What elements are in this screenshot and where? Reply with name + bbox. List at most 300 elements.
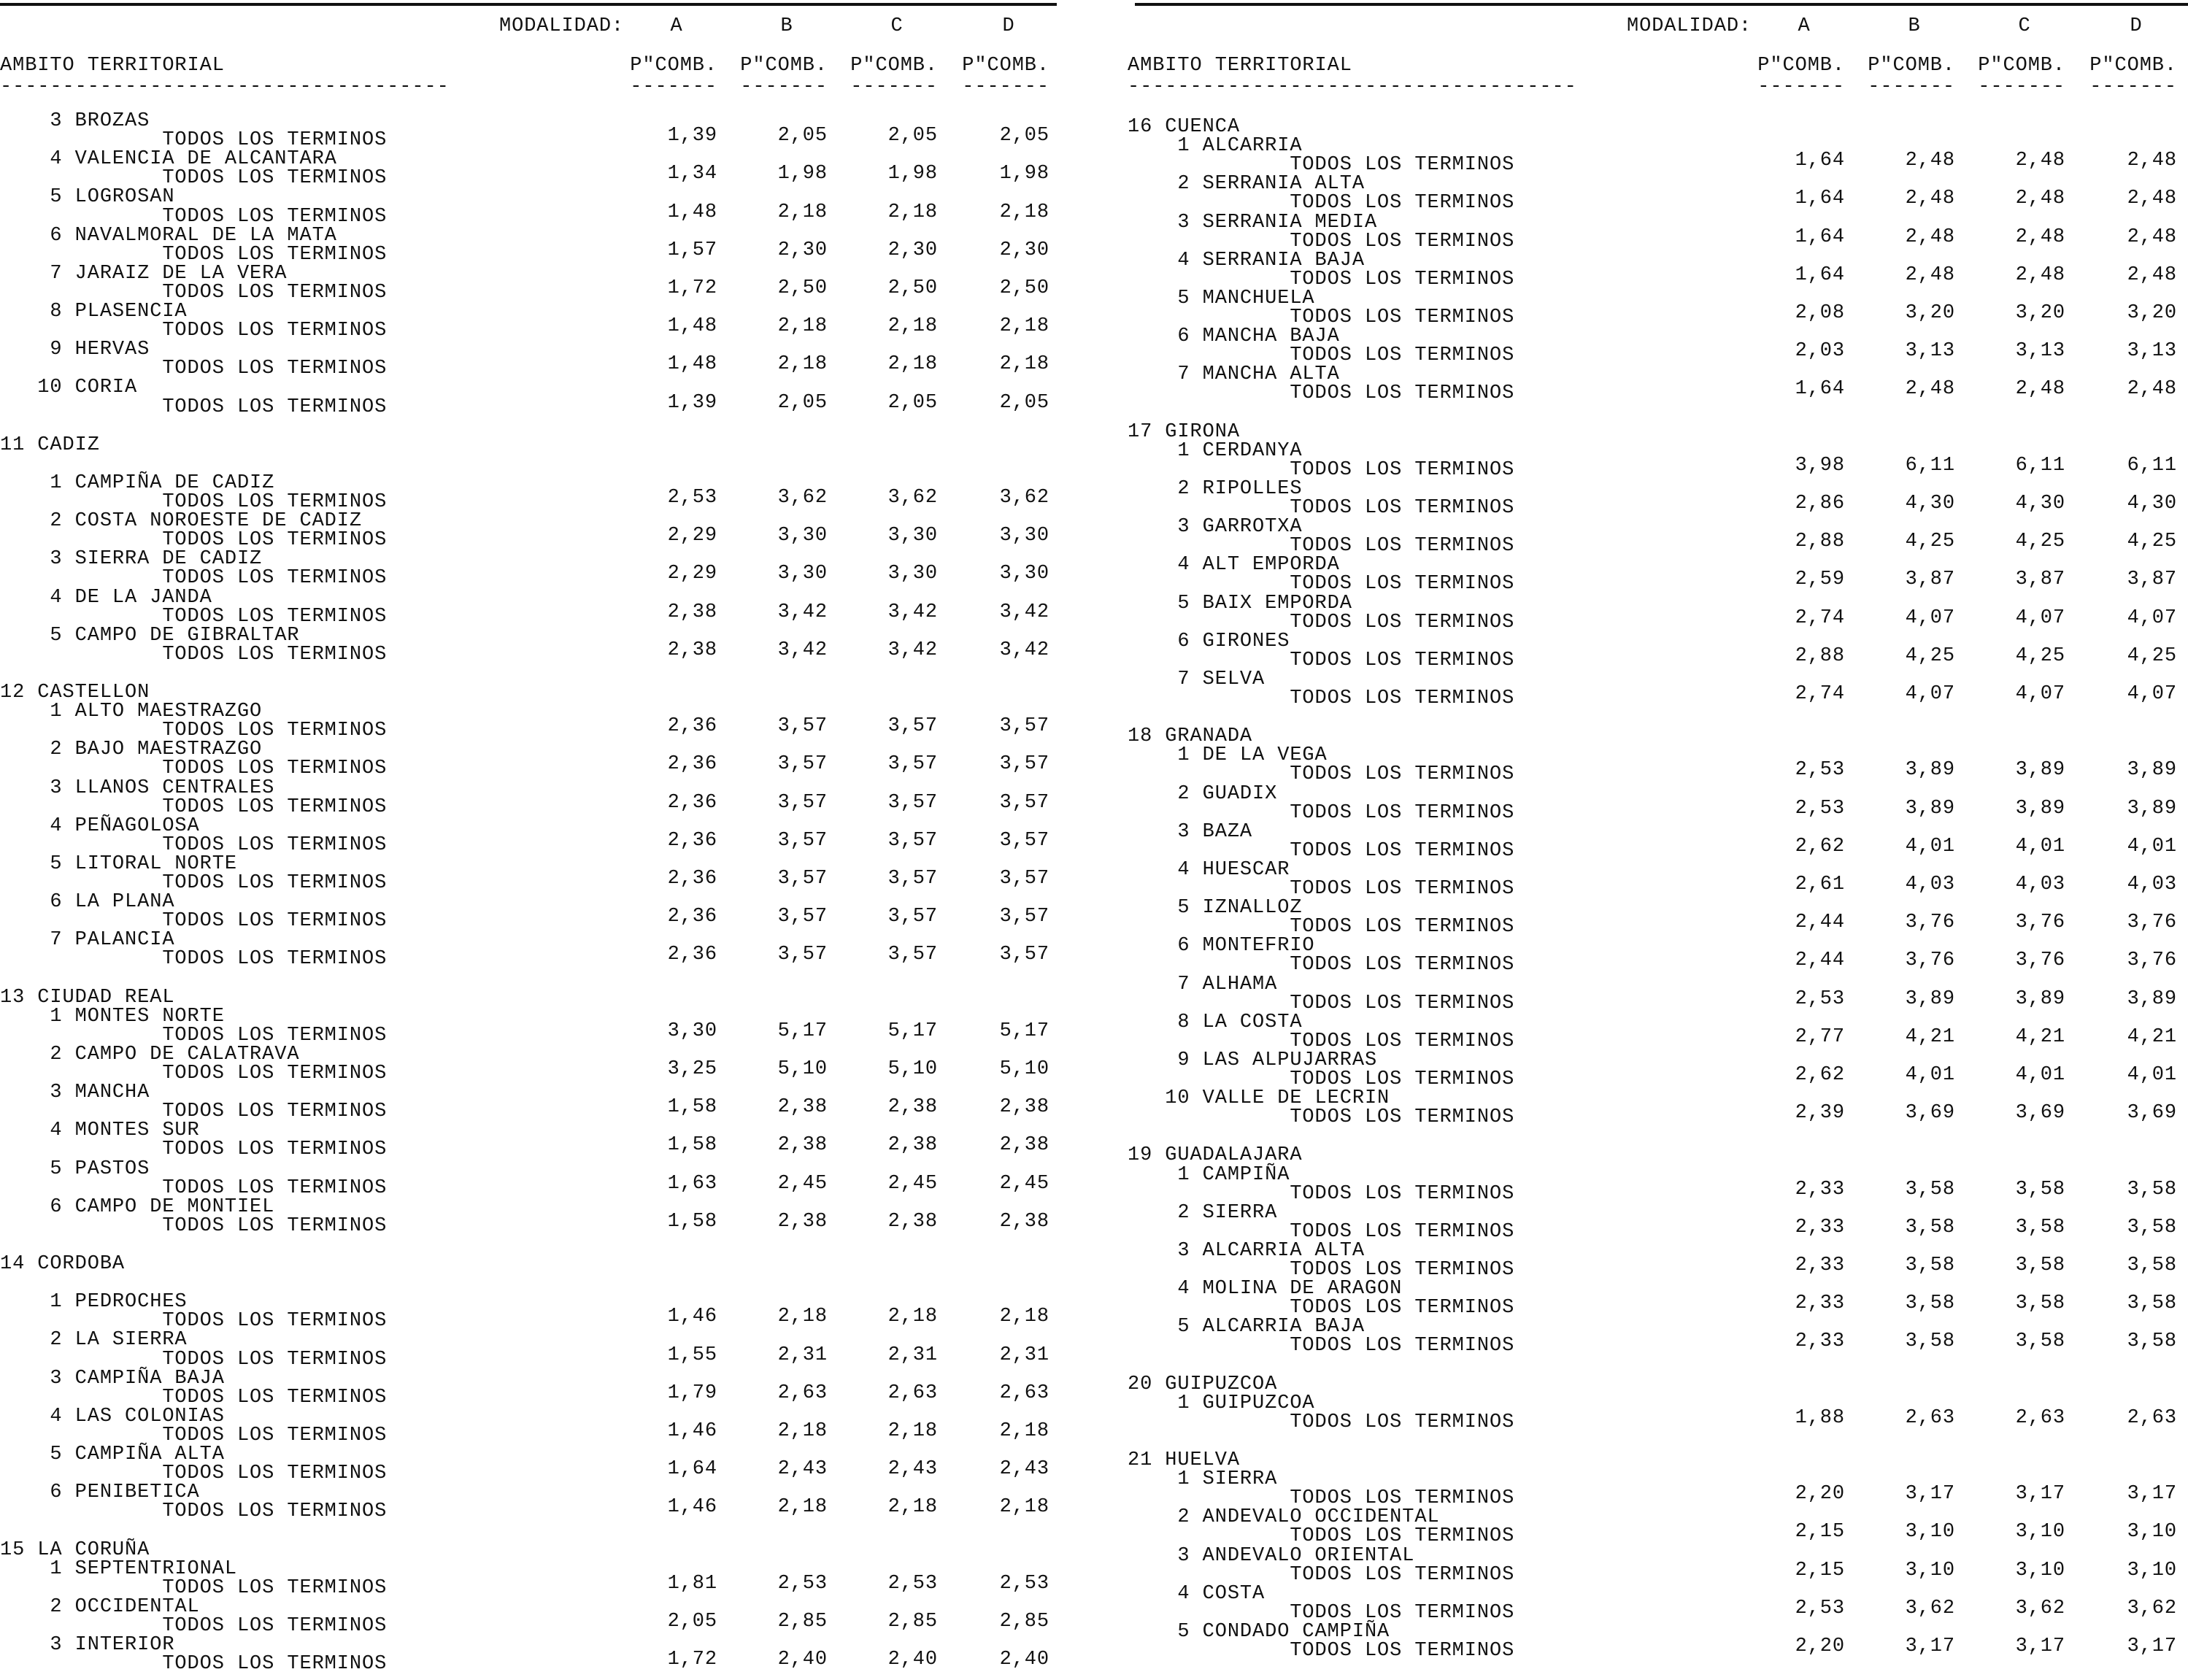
- district-name: 5 LOGROSAN: [0, 186, 175, 209]
- district-name: 4 DE LA JANDA: [0, 586, 212, 609]
- value-a: 2,36: [667, 753, 717, 776]
- value-c: 3,57: [887, 906, 938, 928]
- district-name: 4 LAS COLONIAS: [0, 1405, 225, 1427]
- todos-los-terminos-label: TODOS LOS TERMINOS: [0, 205, 388, 228]
- value-b: 2,05: [777, 125, 828, 147]
- district-name: 5 MANCHUELA: [1128, 287, 1315, 309]
- value-b: 3,42: [777, 601, 828, 623]
- value-a: 2,62: [1795, 835, 1845, 858]
- value-d: 2,18: [999, 1306, 1049, 1328]
- todos-los-terminos-label: TODOS LOS TERMINOS: [1128, 154, 1515, 177]
- value-b: 4,07: [1905, 683, 1955, 705]
- district-name: 5 PASTOS: [0, 1157, 150, 1180]
- district-name: 5 BAIX EMPORDA: [1128, 592, 1352, 614]
- value-b: 2,30: [777, 239, 828, 261]
- value-d: 3,58: [2127, 1178, 2177, 1201]
- value-c: 3,20: [2015, 302, 2065, 324]
- column-underline: -------: [1757, 76, 1845, 98]
- todos-los-terminos-label: TODOS LOS TERMINOS: [1128, 878, 1515, 900]
- todos-los-terminos-label: TODOS LOS TERMINOS: [0, 605, 388, 628]
- todos-los-terminos-label: TODOS LOS TERMINOS: [0, 529, 388, 552]
- value-a: 2,38: [667, 601, 717, 623]
- todos-los-terminos-label: TODOS LOS TERMINOS: [0, 1386, 388, 1409]
- value-a: 1,72: [667, 1649, 717, 1671]
- value-b: 4,01: [1905, 1064, 1955, 1086]
- todos-los-terminos-label: TODOS LOS TERMINOS: [1128, 992, 1515, 1014]
- value-d: 3,57: [999, 944, 1049, 966]
- value-b: 4,25: [1905, 644, 1955, 667]
- value-c: 2,48: [2015, 378, 2065, 401]
- province-header: 13 CIUDAD REAL: [0, 986, 175, 1009]
- value-c: 2,18: [887, 201, 938, 223]
- value-d: 2,05: [999, 391, 1049, 414]
- district-name: 4 MOLINA DE ARAGON: [1128, 1278, 1403, 1301]
- value-b: 2,48: [1905, 188, 1955, 210]
- todos-los-terminos-label: TODOS LOS TERMINOS: [0, 1063, 388, 1084]
- value-c: 4,07: [2015, 606, 2065, 629]
- province-header: 12 CASTELLON: [0, 682, 150, 704]
- value-a: 2,33: [1795, 1178, 1845, 1201]
- value-b: 4,03: [1905, 874, 1955, 895]
- value-a: 1,39: [667, 125, 717, 147]
- district-name: 4 SERRANIA BAJA: [1128, 249, 1365, 271]
- value-a: 3,98: [1795, 454, 1845, 477]
- province-header: 17 GIRONA: [1128, 420, 1240, 443]
- value-d: 2,53: [999, 1572, 1049, 1595]
- district-name: 1 PEDROCHES: [0, 1291, 188, 1314]
- district-name: 1 MONTES NORTE: [0, 1005, 225, 1028]
- value-c: 2,18: [887, 1419, 938, 1442]
- value-c: 2,48: [2015, 226, 2065, 248]
- value-b: 3,87: [1905, 569, 1955, 591]
- value-b: 2,18: [777, 315, 828, 338]
- value-d: 4,30: [2127, 493, 2177, 515]
- column-header-c: P"COMB.: [1978, 55, 2065, 77]
- value-a: 1,88: [1795, 1406, 1845, 1429]
- value-d: 3,58: [2127, 1292, 2177, 1315]
- todos-los-terminos-label: TODOS LOS TERMINOS: [1128, 801, 1515, 824]
- todos-los-terminos-label: TODOS LOS TERMINOS: [1128, 1182, 1515, 1205]
- value-a: 2,53: [1795, 759, 1845, 782]
- value-d: 2,48: [2127, 226, 2177, 248]
- value-d: 2,48: [2127, 188, 2177, 210]
- value-c: 3,57: [887, 868, 938, 890]
- value-a: 2,44: [1795, 949, 1845, 972]
- value-b: 3,57: [777, 791, 828, 814]
- district-name: 1 SIERRA: [1128, 1468, 1278, 1491]
- value-d: 3,62: [2127, 1597, 2177, 1619]
- value-d: 3,57: [999, 791, 1049, 814]
- value-a: 2,44: [1795, 912, 1845, 934]
- value-d: 2,48: [2127, 378, 2177, 401]
- value-d: 2,38: [999, 1210, 1049, 1233]
- todos-los-terminos-label: TODOS LOS TERMINOS: [0, 320, 388, 342]
- province-header: 21 HUELVA: [1128, 1449, 1240, 1471]
- value-b: 2,48: [1905, 378, 1955, 401]
- value-c: 3,76: [2015, 949, 2065, 972]
- value-c: 3,89: [2015, 797, 2065, 820]
- value-c: 2,38: [887, 1096, 938, 1119]
- value-c: 3,30: [887, 563, 938, 585]
- value-a: 1,48: [667, 353, 717, 376]
- value-a: 1,46: [667, 1419, 717, 1442]
- district-name: 4 PEÑAGOLOSA: [0, 814, 200, 837]
- district-name: 2 RIPOLLES: [1128, 477, 1303, 500]
- district-name: 4 MONTES SUR: [0, 1120, 200, 1142]
- district-name: 10 VALLE DE LECRIN: [1128, 1087, 1390, 1110]
- value-d: 2,85: [999, 1610, 1049, 1633]
- value-a: 2,36: [667, 906, 717, 928]
- province-header: 14 CORDOBA: [0, 1253, 126, 1275]
- value-b: 3,13: [1905, 340, 1955, 363]
- column-header-a: P"COMB.: [630, 55, 717, 77]
- district-name: 4 HUESCAR: [1128, 858, 1290, 881]
- column-underline: -------: [2089, 76, 2177, 98]
- district-name: 6 NAVALMORAL DE LA MATA: [0, 224, 337, 247]
- value-b: 3,57: [777, 715, 828, 738]
- value-a: 2,29: [667, 525, 717, 547]
- value-d: 3,42: [999, 639, 1049, 661]
- todos-los-terminos-label: TODOS LOS TERMINOS: [0, 1101, 388, 1123]
- district-name: 1 CERDANYA: [1128, 439, 1303, 462]
- value-d: 3,58: [2127, 1330, 2177, 1353]
- todos-los-terminos-label: TODOS LOS TERMINOS: [0, 1463, 388, 1485]
- value-c: 2,50: [887, 277, 938, 299]
- value-d: 2,31: [999, 1344, 1049, 1366]
- column-header-c: P"COMB.: [850, 55, 938, 77]
- value-c: 3,57: [887, 791, 938, 814]
- value-a: 2,33: [1795, 1255, 1845, 1276]
- value-d: 3,30: [999, 563, 1049, 585]
- district-name: 2 BAJO MAESTRAZGO: [0, 739, 263, 761]
- value-b: 3,58: [1905, 1255, 1955, 1276]
- todos-los-terminos-label: TODOS LOS TERMINOS: [1128, 1563, 1515, 1586]
- district-name: 1 CAMPIÑA DE CADIZ: [0, 471, 275, 494]
- value-b: 4,01: [1905, 835, 1955, 858]
- district-name: 1 ALTO MAESTRAZGO: [0, 701, 263, 723]
- value-d: 2,63: [2127, 1406, 2177, 1429]
- value-d: 3,17: [2127, 1483, 2177, 1506]
- todos-los-terminos-label: TODOS LOS TERMINOS: [1128, 1411, 1515, 1433]
- value-a: 2,86: [1795, 493, 1845, 515]
- value-a: 2,36: [667, 944, 717, 966]
- value-d: 3,57: [999, 829, 1049, 852]
- value-c: 5,17: [887, 1020, 938, 1042]
- column-underline: -------: [1978, 76, 2065, 98]
- value-c: 3,58: [2015, 1330, 2065, 1353]
- value-a: 1,57: [667, 239, 717, 261]
- value-a: 2,53: [1795, 987, 1845, 1010]
- value-b: 2,05: [777, 391, 828, 414]
- district-name: 2 ANDEVALO OCCIDENTAL: [1128, 1506, 1440, 1529]
- value-a: 2,88: [1795, 531, 1845, 553]
- modalidad-d: D: [1002, 15, 1015, 37]
- todos-los-terminos-label: TODOS LOS TERMINOS: [0, 833, 388, 856]
- district-name: 1 CAMPIÑA: [1128, 1163, 1290, 1186]
- value-b: 3,30: [777, 525, 828, 547]
- value-d: 2,63: [999, 1382, 1049, 1404]
- value-a: 1,64: [667, 1458, 717, 1481]
- value-a: 1,72: [667, 277, 717, 299]
- value-c: 2,38: [887, 1134, 938, 1157]
- todos-los-terminos-label: TODOS LOS TERMINOS: [1128, 1106, 1515, 1129]
- value-a: 2,77: [1795, 1025, 1845, 1048]
- district-name: 6 MONTEFRIO: [1128, 935, 1315, 957]
- todos-los-terminos-label: TODOS LOS TERMINOS: [0, 491, 388, 513]
- todos-los-terminos-label: TODOS LOS TERMINOS: [0, 1214, 388, 1237]
- district-name: 3 BAZA: [1128, 820, 1253, 843]
- value-d: 6,11: [2127, 454, 2177, 477]
- value-b: 4,30: [1905, 493, 1955, 515]
- value-c: 3,17: [2015, 1483, 2065, 1506]
- district-name: 5 LITORAL NORTE: [0, 852, 237, 875]
- value-a: 2,62: [1795, 1064, 1845, 1086]
- province-header: 20 GUIPUZCOA: [1128, 1373, 1278, 1395]
- value-d: 4,07: [2127, 683, 2177, 705]
- district-name: 6 MANCHA BAJA: [1128, 325, 1340, 348]
- district-name: 3 ALCARRIA ALTA: [1128, 1239, 1365, 1262]
- value-d: 3,89: [2127, 797, 2177, 820]
- value-d: 2,18: [999, 315, 1049, 338]
- todos-los-terminos-label: TODOS LOS TERMINOS: [1128, 839, 1515, 862]
- province-header: 11 CADIZ: [0, 434, 100, 456]
- value-d: 3,87: [2127, 569, 2177, 591]
- value-d: 4,25: [2127, 644, 2177, 667]
- value-a: 2,39: [1795, 1102, 1845, 1125]
- value-c: 3,76: [2015, 912, 2065, 934]
- todos-los-terminos-label: TODOS LOS TERMINOS: [0, 567, 388, 590]
- modalidad-label: MODALIDAD:: [499, 15, 625, 37]
- value-a: 1,48: [667, 201, 717, 223]
- todos-los-terminos-label: TODOS LOS TERMINOS: [1128, 1030, 1515, 1052]
- value-b: 2,85: [777, 1610, 828, 1633]
- value-d: 3,20: [2127, 302, 2177, 324]
- value-a: 2,53: [1795, 797, 1845, 820]
- column-header-b: P"COMB.: [1868, 55, 1955, 77]
- todos-los-terminos-label: TODOS LOS TERMINOS: [0, 758, 388, 780]
- value-a: 2,38: [667, 639, 717, 661]
- value-b: 3,62: [777, 487, 828, 509]
- district-name: 7 MANCHA ALTA: [1128, 363, 1340, 386]
- value-c: 3,57: [887, 829, 938, 852]
- district-name: 4 VALENCIA DE ALCANTARA: [0, 148, 337, 171]
- district-name: 7 ALHAMA: [1128, 973, 1278, 995]
- value-c: 4,01: [2015, 1064, 2065, 1086]
- district-name: 5 CAMPO DE GIBRALTAR: [0, 624, 300, 647]
- modalidad-b: B: [780, 15, 793, 37]
- column-header-a: P"COMB.: [1757, 55, 1845, 77]
- district-name: 3 ANDEVALO ORIENTAL: [1128, 1544, 1415, 1567]
- todos-los-terminos-label: TODOS LOS TERMINOS: [1128, 649, 1515, 671]
- todos-los-terminos-label: TODOS LOS TERMINOS: [1128, 497, 1515, 519]
- value-c: 3,58: [2015, 1178, 2065, 1201]
- value-d: 2,18: [999, 1419, 1049, 1442]
- value-d: 4,01: [2127, 835, 2177, 858]
- todos-los-terminos-label: TODOS LOS TERMINOS: [1128, 1487, 1515, 1510]
- value-d: 3,57: [999, 715, 1049, 738]
- value-b: 3,89: [1905, 759, 1955, 782]
- value-c: 4,03: [2015, 874, 2065, 895]
- value-b: 3,30: [777, 563, 828, 585]
- todos-los-terminos-label: TODOS LOS TERMINOS: [1128, 344, 1515, 367]
- left-table-column: [0, 0, 1058, 1680]
- value-d: 3,76: [2127, 912, 2177, 934]
- value-b: 3,58: [1905, 1292, 1955, 1315]
- district-name: 9 LAS ALPUJARRAS: [1128, 1049, 1378, 1071]
- value-d: 2,48: [2127, 263, 2177, 286]
- value-a: 1,58: [667, 1096, 717, 1119]
- value-d: 2,48: [2127, 150, 2177, 172]
- value-b: 5,10: [777, 1058, 828, 1080]
- value-b: 3,76: [1905, 912, 1955, 934]
- value-a: 2,29: [667, 563, 717, 585]
- district-name: 3 BROZAS: [0, 110, 150, 132]
- todos-los-terminos-label: TODOS LOS TERMINOS: [0, 948, 388, 971]
- district-name: 2 SERRANIA ALTA: [1128, 173, 1365, 196]
- modalidad-label: MODALIDAD:: [1627, 15, 1752, 37]
- todos-los-terminos-label: TODOS LOS TERMINOS: [0, 167, 388, 190]
- value-c: 2,18: [887, 353, 938, 376]
- value-a: 1,64: [1795, 188, 1845, 210]
- value-b: 3,89: [1905, 987, 1955, 1010]
- value-c: 3,30: [887, 525, 938, 547]
- value-c: 2,05: [887, 391, 938, 414]
- value-c: 3,57: [887, 753, 938, 776]
- column-underline: -------: [962, 76, 1049, 98]
- value-b: 3,76: [1905, 949, 1955, 972]
- value-a: 2,88: [1795, 644, 1845, 667]
- value-c: 3,10: [2015, 1521, 2065, 1544]
- value-a: 1,39: [667, 391, 717, 414]
- value-a: 2,20: [1795, 1635, 1845, 1657]
- ambito-territorial-header: AMBITO TERRITORIAL: [0, 55, 225, 77]
- value-a: 2,15: [1795, 1559, 1845, 1581]
- value-c: 4,07: [2015, 683, 2065, 705]
- district-name: 1 SEPTENTRIONAL: [0, 1557, 237, 1580]
- modalidad-a: A: [670, 15, 683, 37]
- todos-los-terminos-label: TODOS LOS TERMINOS: [1128, 954, 1515, 976]
- value-b: 3,57: [777, 753, 828, 776]
- district-name: 3 SERRANIA MEDIA: [1128, 211, 1378, 234]
- value-c: 2,40: [887, 1649, 938, 1671]
- value-d: 4,03: [2127, 874, 2177, 895]
- value-a: 1,58: [667, 1210, 717, 1233]
- value-c: 3,10: [2015, 1559, 2065, 1581]
- value-d: 2,18: [999, 353, 1049, 376]
- value-c: 3,58: [2015, 1255, 2065, 1276]
- value-c: 2,85: [887, 1610, 938, 1633]
- district-name: 3 GARROTXA: [1128, 516, 1303, 539]
- todos-los-terminos-label: TODOS LOS TERMINOS: [0, 643, 388, 666]
- value-b: 3,17: [1905, 1483, 1955, 1506]
- todos-los-terminos-label: TODOS LOS TERMINOS: [1128, 307, 1515, 328]
- district-name: 1 GUIPUZCOA: [1128, 1392, 1315, 1414]
- todos-los-terminos-label: TODOS LOS TERMINOS: [0, 281, 388, 304]
- value-c: 2,38: [887, 1210, 938, 1233]
- district-name: 6 GIRONES: [1128, 630, 1290, 652]
- value-c: 3,42: [887, 601, 938, 623]
- value-b: 2,48: [1905, 226, 1955, 248]
- value-b: 3,69: [1905, 1102, 1955, 1125]
- value-c: 3,62: [887, 487, 938, 509]
- district-name: 8 LA COSTA: [1128, 1011, 1303, 1033]
- province-header: 15 LA CORUÑA: [0, 1538, 150, 1561]
- todos-los-terminos-label: TODOS LOS TERMINOS: [0, 1614, 388, 1637]
- value-c: 4,25: [2015, 531, 2065, 553]
- value-c: 2,45: [887, 1172, 938, 1195]
- value-b: 2,50: [777, 277, 828, 299]
- value-d: 2,50: [999, 277, 1049, 299]
- value-c: 2,63: [887, 1382, 938, 1404]
- value-a: 1,64: [1795, 263, 1845, 286]
- value-c: 4,30: [2015, 493, 2065, 515]
- todos-los-terminos-label: TODOS LOS TERMINOS: [1128, 535, 1515, 558]
- todos-los-terminos-label: TODOS LOS TERMINOS: [0, 358, 388, 380]
- value-a: 2,53: [1795, 1597, 1845, 1619]
- value-d: 2,38: [999, 1134, 1049, 1157]
- todos-los-terminos-label: TODOS LOS TERMINOS: [1128, 192, 1515, 215]
- value-b: 2,45: [777, 1172, 828, 1195]
- value-a: 1,55: [667, 1344, 717, 1366]
- district-name: 3 INTERIOR: [0, 1634, 175, 1656]
- todos-los-terminos-label: TODOS LOS TERMINOS: [1128, 1068, 1515, 1090]
- value-b: 3,20: [1905, 302, 1955, 324]
- district-name: 3 SIERRA DE CADIZ: [0, 548, 263, 571]
- modalidad-c: C: [2018, 15, 2031, 37]
- province-header: 19 GUADALAJARA: [1128, 1144, 1303, 1167]
- value-c: 2,43: [887, 1458, 938, 1481]
- value-b: 3,57: [777, 906, 828, 928]
- value-b: 3,57: [777, 868, 828, 890]
- right-table-column: [1128, 0, 2186, 1680]
- value-a: 2,74: [1795, 683, 1845, 705]
- district-name: 2 CAMPO DE CALATRAVA: [0, 1043, 300, 1066]
- value-a: 1,64: [1795, 226, 1845, 248]
- modalidad-c: C: [890, 15, 904, 37]
- value-d: 3,17: [2127, 1635, 2177, 1657]
- value-b: 3,58: [1905, 1216, 1955, 1238]
- todos-los-terminos-label: TODOS LOS TERMINOS: [1128, 687, 1515, 709]
- district-name: 7 SELVA: [1128, 668, 1266, 690]
- value-a: 2,59: [1795, 569, 1845, 591]
- modalidad-a: A: [1798, 15, 1811, 37]
- todos-los-terminos-label: TODOS LOS TERMINOS: [1128, 458, 1515, 481]
- value-a: 3,30: [667, 1020, 717, 1042]
- column-underline: -------: [850, 76, 938, 98]
- value-b: 2,18: [777, 353, 828, 376]
- value-d: 5,10: [999, 1058, 1049, 1080]
- value-c: 2,18: [887, 1306, 938, 1328]
- todos-los-terminos-label: TODOS LOS TERMINOS: [1128, 573, 1515, 596]
- value-d: 2,40: [999, 1649, 1049, 1671]
- value-a: 2,20: [1795, 1483, 1845, 1506]
- column-header-b: P"COMB.: [740, 55, 828, 77]
- modalidad-b: B: [1908, 15, 1921, 37]
- district-name: 4 COSTA: [1128, 1582, 1266, 1605]
- value-b: 2,31: [777, 1344, 828, 1366]
- value-d: 3,30: [999, 525, 1049, 547]
- todos-los-terminos-label: TODOS LOS TERMINOS: [0, 1424, 388, 1446]
- district-name: 2 SIERRA: [1128, 1201, 1278, 1224]
- value-c: 6,11: [2015, 454, 2065, 477]
- value-a: 2,36: [667, 829, 717, 852]
- province-header: 16 CUENCA: [1128, 116, 1240, 138]
- value-d: 3,57: [999, 906, 1049, 928]
- todos-los-terminos-label: TODOS LOS TERMINOS: [0, 1576, 388, 1599]
- value-c: 2,30: [887, 239, 938, 261]
- district-name: 6 LA PLANA: [0, 891, 175, 914]
- value-b: 3,89: [1905, 797, 1955, 820]
